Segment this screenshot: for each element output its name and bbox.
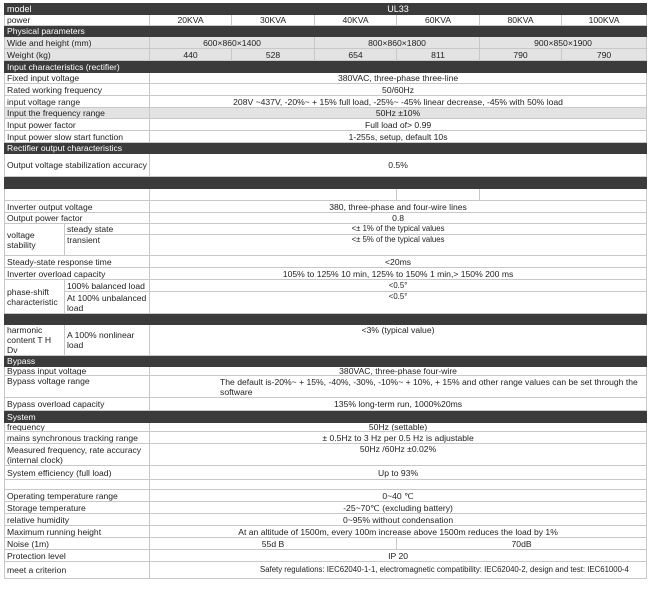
dims-label: Wide and height (mm): [5, 37, 150, 49]
bypass-voltage-row: [5, 367, 647, 376]
input-value: 50Hz ±10%: [150, 108, 647, 119]
storage-temp-value: -25~70℃ (excluding battery): [150, 502, 647, 514]
bypass-range-row: [5, 376, 647, 398]
noise-high-value: 70dB: [397, 538, 647, 550]
weight-60kva: 811: [397, 49, 480, 61]
stabilization-row: [5, 154, 647, 177]
voltage-stability-transient-row: [5, 235, 647, 256]
mains-tracking-value: ± 0.5Hz to 3 Hz per 0.5 Hz is adjustable: [150, 432, 647, 444]
humidity-value: 0~95% without condensation: [150, 514, 647, 526]
dims-large: 900×850×1900: [480, 37, 647, 49]
input-label: Input the frequency range: [5, 108, 150, 119]
response-time-value: <20ms: [150, 256, 647, 268]
weight-40kva: 654: [315, 49, 397, 61]
bypass-voltage-value: 380VAC, three-phase four-wire: [150, 367, 647, 376]
overload-value: 105% to 125% 10 min, 125% to 150% 1 min,> 150% 200 ms: [150, 268, 647, 280]
storage-temp-label: Storage temperature: [5, 502, 150, 514]
input-label: Input power factor: [5, 119, 150, 131]
transient-value: <± 5% of the typical values: [150, 235, 647, 256]
power-20kva: 20KVA: [150, 15, 232, 26]
power-label: power: [5, 15, 150, 26]
frequency-row: [5, 423, 647, 432]
stabilization-label: Output voltage stabilization accuracy: [5, 154, 150, 177]
blank-row: [5, 189, 647, 201]
input-row: [5, 84, 647, 96]
input-row: [5, 108, 647, 119]
criterion-value: Safety regulations: IEC62040-1-1, electromagnetic compatibility: IEC62040-2, design and test: IEC61000-4: [150, 562, 647, 579]
input-label: input voltage range: [5, 96, 150, 108]
section-input-title: Input characteristics (rectifier): [5, 61, 647, 73]
section-blank-bar: [5, 177, 647, 189]
weight-30kva: 528: [232, 49, 315, 61]
noise-row: [5, 538, 647, 550]
balanced-load-label: 100% balanced load: [65, 280, 150, 292]
section-blank-bar: [5, 314, 647, 325]
section-bypass: [5, 356, 647, 367]
efficiency-row: [5, 466, 647, 480]
section-bypass-title: Bypass: [5, 356, 647, 367]
measured-frequency-label: Measured frequency, rate accuracy (internal clock): [5, 444, 150, 466]
efficiency-label: System efficiency (full load): [5, 466, 150, 480]
bypass-overload-value: 135% long-term run, 1000%20ms: [150, 398, 647, 411]
noise-low-value: 55d B: [150, 538, 397, 550]
bypass-range-value: The default is-20%~ + 15%, -40%, -30%, -10%~ + 10%, + 15% and other range values can be set through the software: [150, 376, 647, 398]
response-time-row: [5, 256, 647, 268]
op-temp-value: 0~40 ℃: [150, 490, 647, 502]
steady-state-label: steady state: [65, 224, 150, 235]
frequency-value: 50Hz (settable): [150, 423, 647, 432]
input-value: 50/60Hz: [150, 84, 647, 96]
mains-tracking-row: [5, 432, 647, 444]
input-row: [5, 73, 647, 84]
phase-shift-balanced-row: [5, 280, 647, 292]
spec-sheet: [4, 3, 646, 579]
bypass-overload-label: Bypass overload capacity: [5, 398, 150, 411]
section-blank-1: [5, 177, 647, 189]
model-row: [5, 4, 647, 15]
input-value: 1-255s, setup, default 10s: [150, 131, 647, 143]
dims-small: 600×860×1400: [150, 37, 315, 49]
phase-shift-label: phase-shift characteristic: [5, 280, 65, 314]
input-value: 208V ~437V, -20%~ + 15% full load, -25%~ -45% linear decrease, -45% with 50% load: [150, 96, 647, 108]
weight-20kva: 440: [150, 49, 232, 61]
power-row: [5, 15, 647, 26]
blank-row: [5, 480, 647, 490]
section-physical: [5, 26, 647, 37]
unbalanced-load-value: <0.5°: [150, 292, 647, 314]
thd-row: [5, 325, 647, 356]
model-label: model: [5, 4, 150, 15]
power-factor-label: Output power factor: [5, 213, 150, 224]
overload-label: Inverter overload capacity: [5, 268, 150, 280]
op-temp-label: Operating temperature range: [5, 490, 150, 502]
op-temp-row: [5, 490, 647, 502]
noise-label: Noise (1m): [5, 538, 150, 550]
criterion-row: [5, 562, 647, 579]
nonlinear-load-label: A 100% nonlinear load: [65, 325, 150, 356]
thd-label: harmonic content T H Dv: [5, 325, 65, 356]
power-100kva: 100KVA: [562, 15, 647, 26]
balanced-load-value: <0.5°: [150, 280, 647, 292]
transient-label: transient: [65, 235, 150, 256]
power-factor-value: 0.8: [150, 213, 647, 224]
efficiency-value: Up to 93%: [150, 466, 647, 480]
dims-row: [5, 37, 647, 49]
section-blank-2: [5, 314, 647, 325]
section-system-title: System: [5, 411, 647, 423]
power-30kva: 30KVA: [232, 15, 315, 26]
section-rectifier-output: [5, 143, 647, 154]
power-factor-row: [5, 213, 647, 224]
input-row: [5, 131, 647, 143]
frequency-label: frequency: [5, 423, 150, 432]
unbalanced-load-label: At 100% unbalanced load: [65, 292, 150, 314]
weight-100kva: 790: [562, 49, 647, 61]
steady-state-value: <± 1% of the typical values: [150, 224, 647, 235]
bypass-range-label: Bypass voltage range: [5, 376, 150, 398]
weight-80kva: 790: [480, 49, 562, 61]
input-label: Fixed input voltage: [5, 73, 150, 84]
power-60kva: 60KVA: [397, 15, 480, 26]
inverter-voltage-value: 380, three-phase and four-wire lines: [150, 201, 647, 213]
protection-value: IP 20: [150, 550, 647, 562]
protection-row: [5, 550, 647, 562]
measured-frequency-value: 50Hz /60Hz ±0.02%: [150, 444, 647, 466]
running-height-row: [5, 526, 647, 538]
power-80kva: 80KVA: [480, 15, 562, 26]
measured-frequency-row: [5, 444, 647, 466]
input-row: [5, 96, 647, 108]
weight-row: [5, 49, 647, 61]
section-physical-title: Physical parameters: [5, 26, 647, 37]
section-rectifier-title: Rectifier output characteristics: [5, 143, 647, 154]
storage-temp-row: [5, 502, 647, 514]
humidity-row: [5, 514, 647, 526]
mains-tracking-label: mains synchronous tracking range: [5, 432, 150, 444]
inverter-voltage-label: Inverter output voltage: [5, 201, 150, 213]
inverter-voltage-row: [5, 201, 647, 213]
input-row: [5, 119, 647, 131]
voltage-stability-label: voltage stability: [5, 224, 65, 256]
overload-row: [5, 268, 647, 280]
input-label: Rated working frequency: [5, 84, 150, 96]
voltage-stability-steady-row: [5, 224, 647, 235]
spec-table: [4, 3, 647, 579]
bypass-overload-row: [5, 398, 647, 411]
criterion-label: meet a criterion: [5, 562, 150, 579]
humidity-label: relative humidity: [5, 514, 150, 526]
weight-label: Weight (kg): [5, 49, 150, 61]
running-height-value: At an altitude of 1500m, every 100m increase above 1500m reduces the load by 1%: [150, 526, 647, 538]
phase-shift-unbalanced-row: [5, 292, 647, 314]
input-value: 380VAC, three-phase three-line: [150, 73, 647, 84]
bypass-voltage-label: Bypass input voltage: [5, 367, 150, 376]
running-height-label: Maximum running height: [5, 526, 150, 538]
input-label: Input power slow start function: [5, 131, 150, 143]
stabilization-value: 0.5%: [150, 154, 647, 177]
thd-value: <3% (typical value): [150, 325, 647, 356]
model-value: UL33: [150, 4, 647, 15]
section-input: [5, 61, 647, 73]
dims-medium: 800×860×1800: [315, 37, 480, 49]
input-value: Full load of> 0.99: [150, 119, 647, 131]
section-system: [5, 411, 647, 423]
response-time-label: Steady-state response time: [5, 256, 150, 268]
power-40kva: 40KVA: [315, 15, 397, 26]
protection-label: Protection level: [5, 550, 150, 562]
